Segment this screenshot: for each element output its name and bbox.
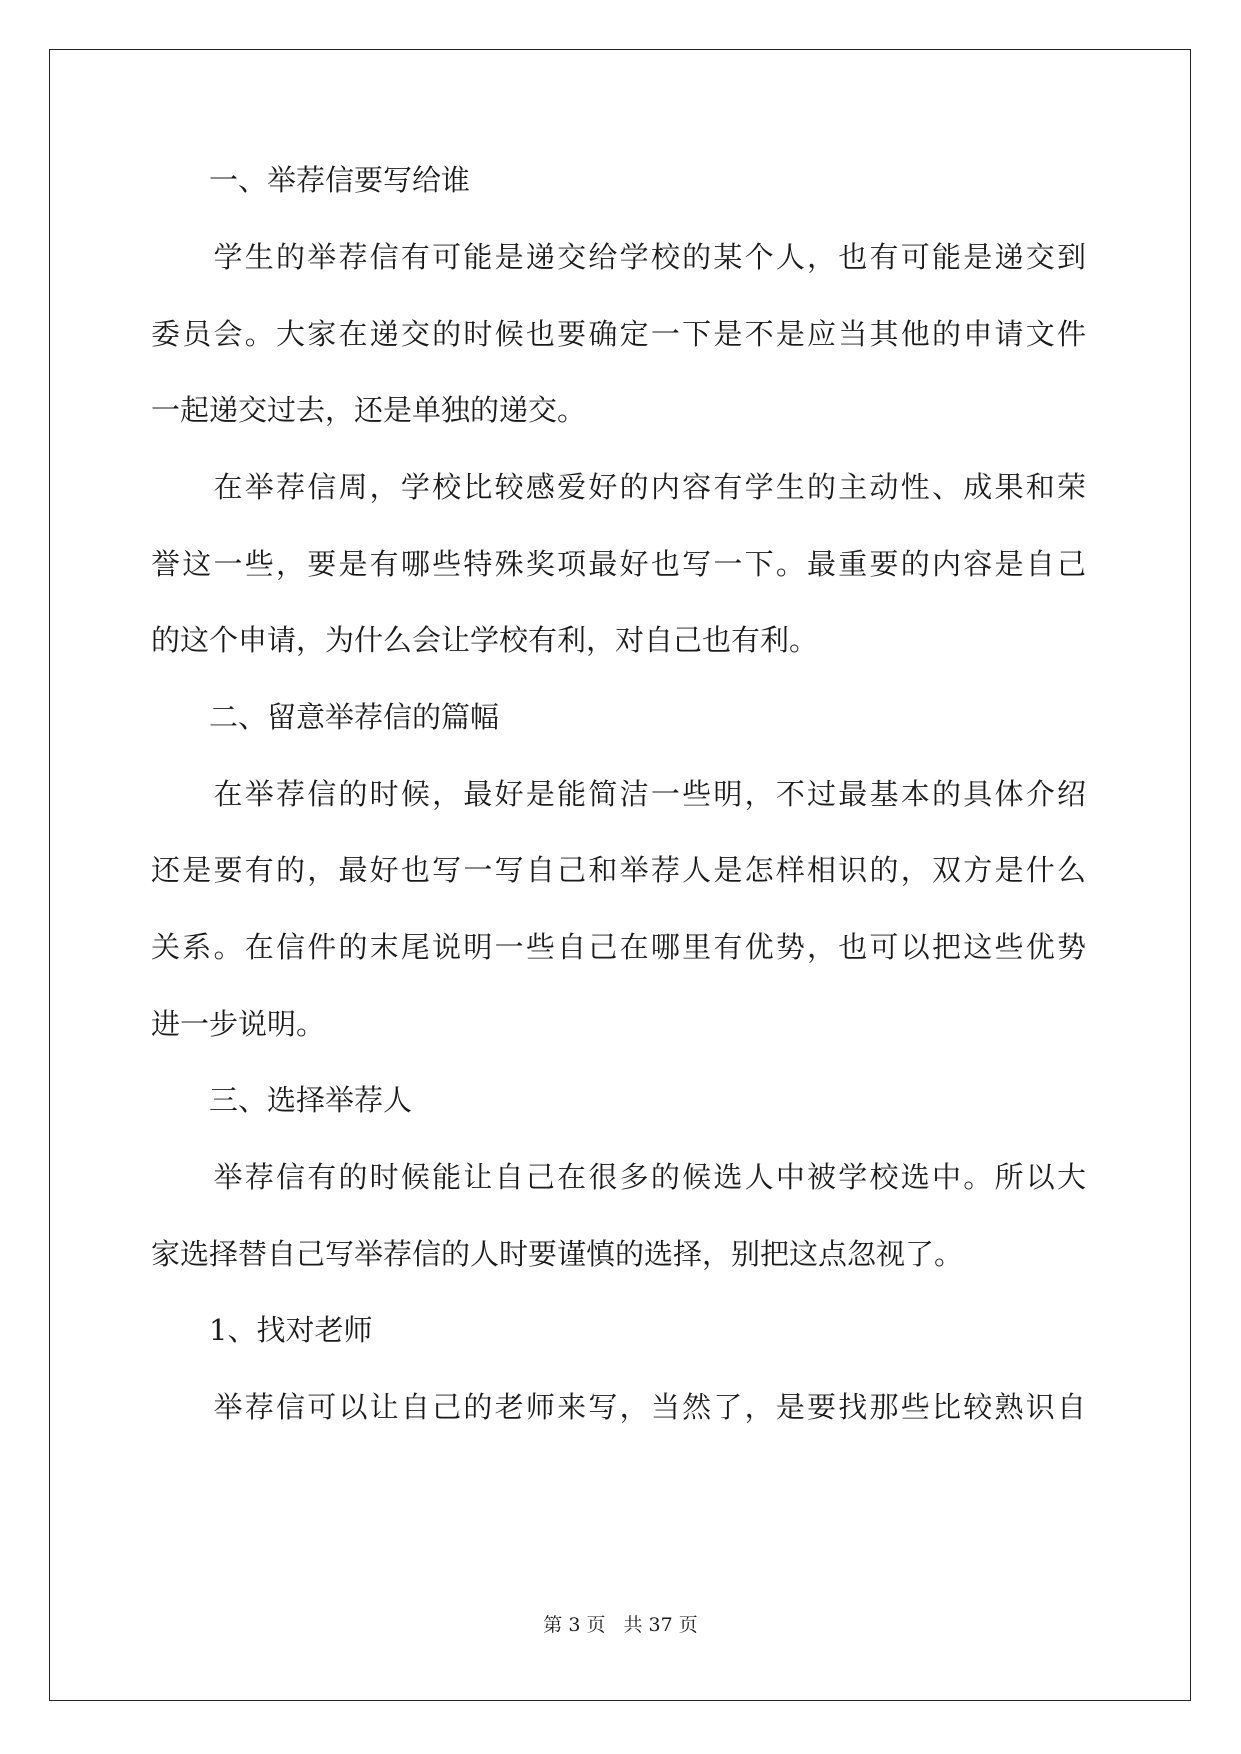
paragraph-line: 在举荐信周，学校比较感爱好的内容有学生的主动性、成果和荣 — [151, 470, 1086, 504]
paragraph-line: 学生的举荐信有可能是递交给学校的某个人，也有可能是递交到 — [151, 240, 1086, 274]
paragraph-line: 举荐信可以让自己的老师来写，当然了，是要找那些比较熟识自 — [151, 1390, 1086, 1424]
paragraph-line: 的这个申请，为什么会让学校有利，对自己也有利。 — [151, 623, 819, 657]
paragraph-line: 委员会。大家在递交的时候也要确定一下是不是应当其他的申请文件 — [151, 317, 1086, 351]
paragraph-line: 进一步说明。 — [151, 1007, 326, 1041]
page-number: 第 3 页 — [543, 1614, 606, 1636]
paragraph-line: 关系。在信件的末尾说明一些自己在哪里有优势，也可以把这些优势 — [151, 930, 1086, 964]
heading-1: 一、举荐信要写给谁 — [151, 163, 471, 197]
heading-3: 三、选择举荐人 — [151, 1083, 413, 1117]
paragraph-line: 一起递交过去，还是单独的递交。 — [151, 393, 587, 427]
subheading-1: 1、找对老师 — [151, 1313, 373, 1347]
page-total: 共 37 页 — [623, 1614, 698, 1636]
paragraph-line: 家选择替自己写举荐信的人时要谨慎的选择，别把这点忽视了。 — [151, 1237, 964, 1271]
heading-2: 二、留意举荐信的篇幅 — [151, 700, 500, 734]
page-footer — [0, 1610, 1241, 1637]
paragraph-line: 还是要有的，最好也写一写自己和举荐人是怎样相识的，双方是什么 — [151, 853, 1086, 887]
paragraph-line: 誉这一些，要是有哪些特殊奖项最好也写一下。最重要的内容是自己 — [151, 547, 1086, 581]
paragraph-line: 在举荐信的时候，最好是能简洁一些明，不过最基本的具体介绍 — [151, 777, 1086, 811]
paragraph-line: 举荐信有的时候能让自己在很多的候选人中被学校选中。所以大 — [151, 1160, 1086, 1194]
